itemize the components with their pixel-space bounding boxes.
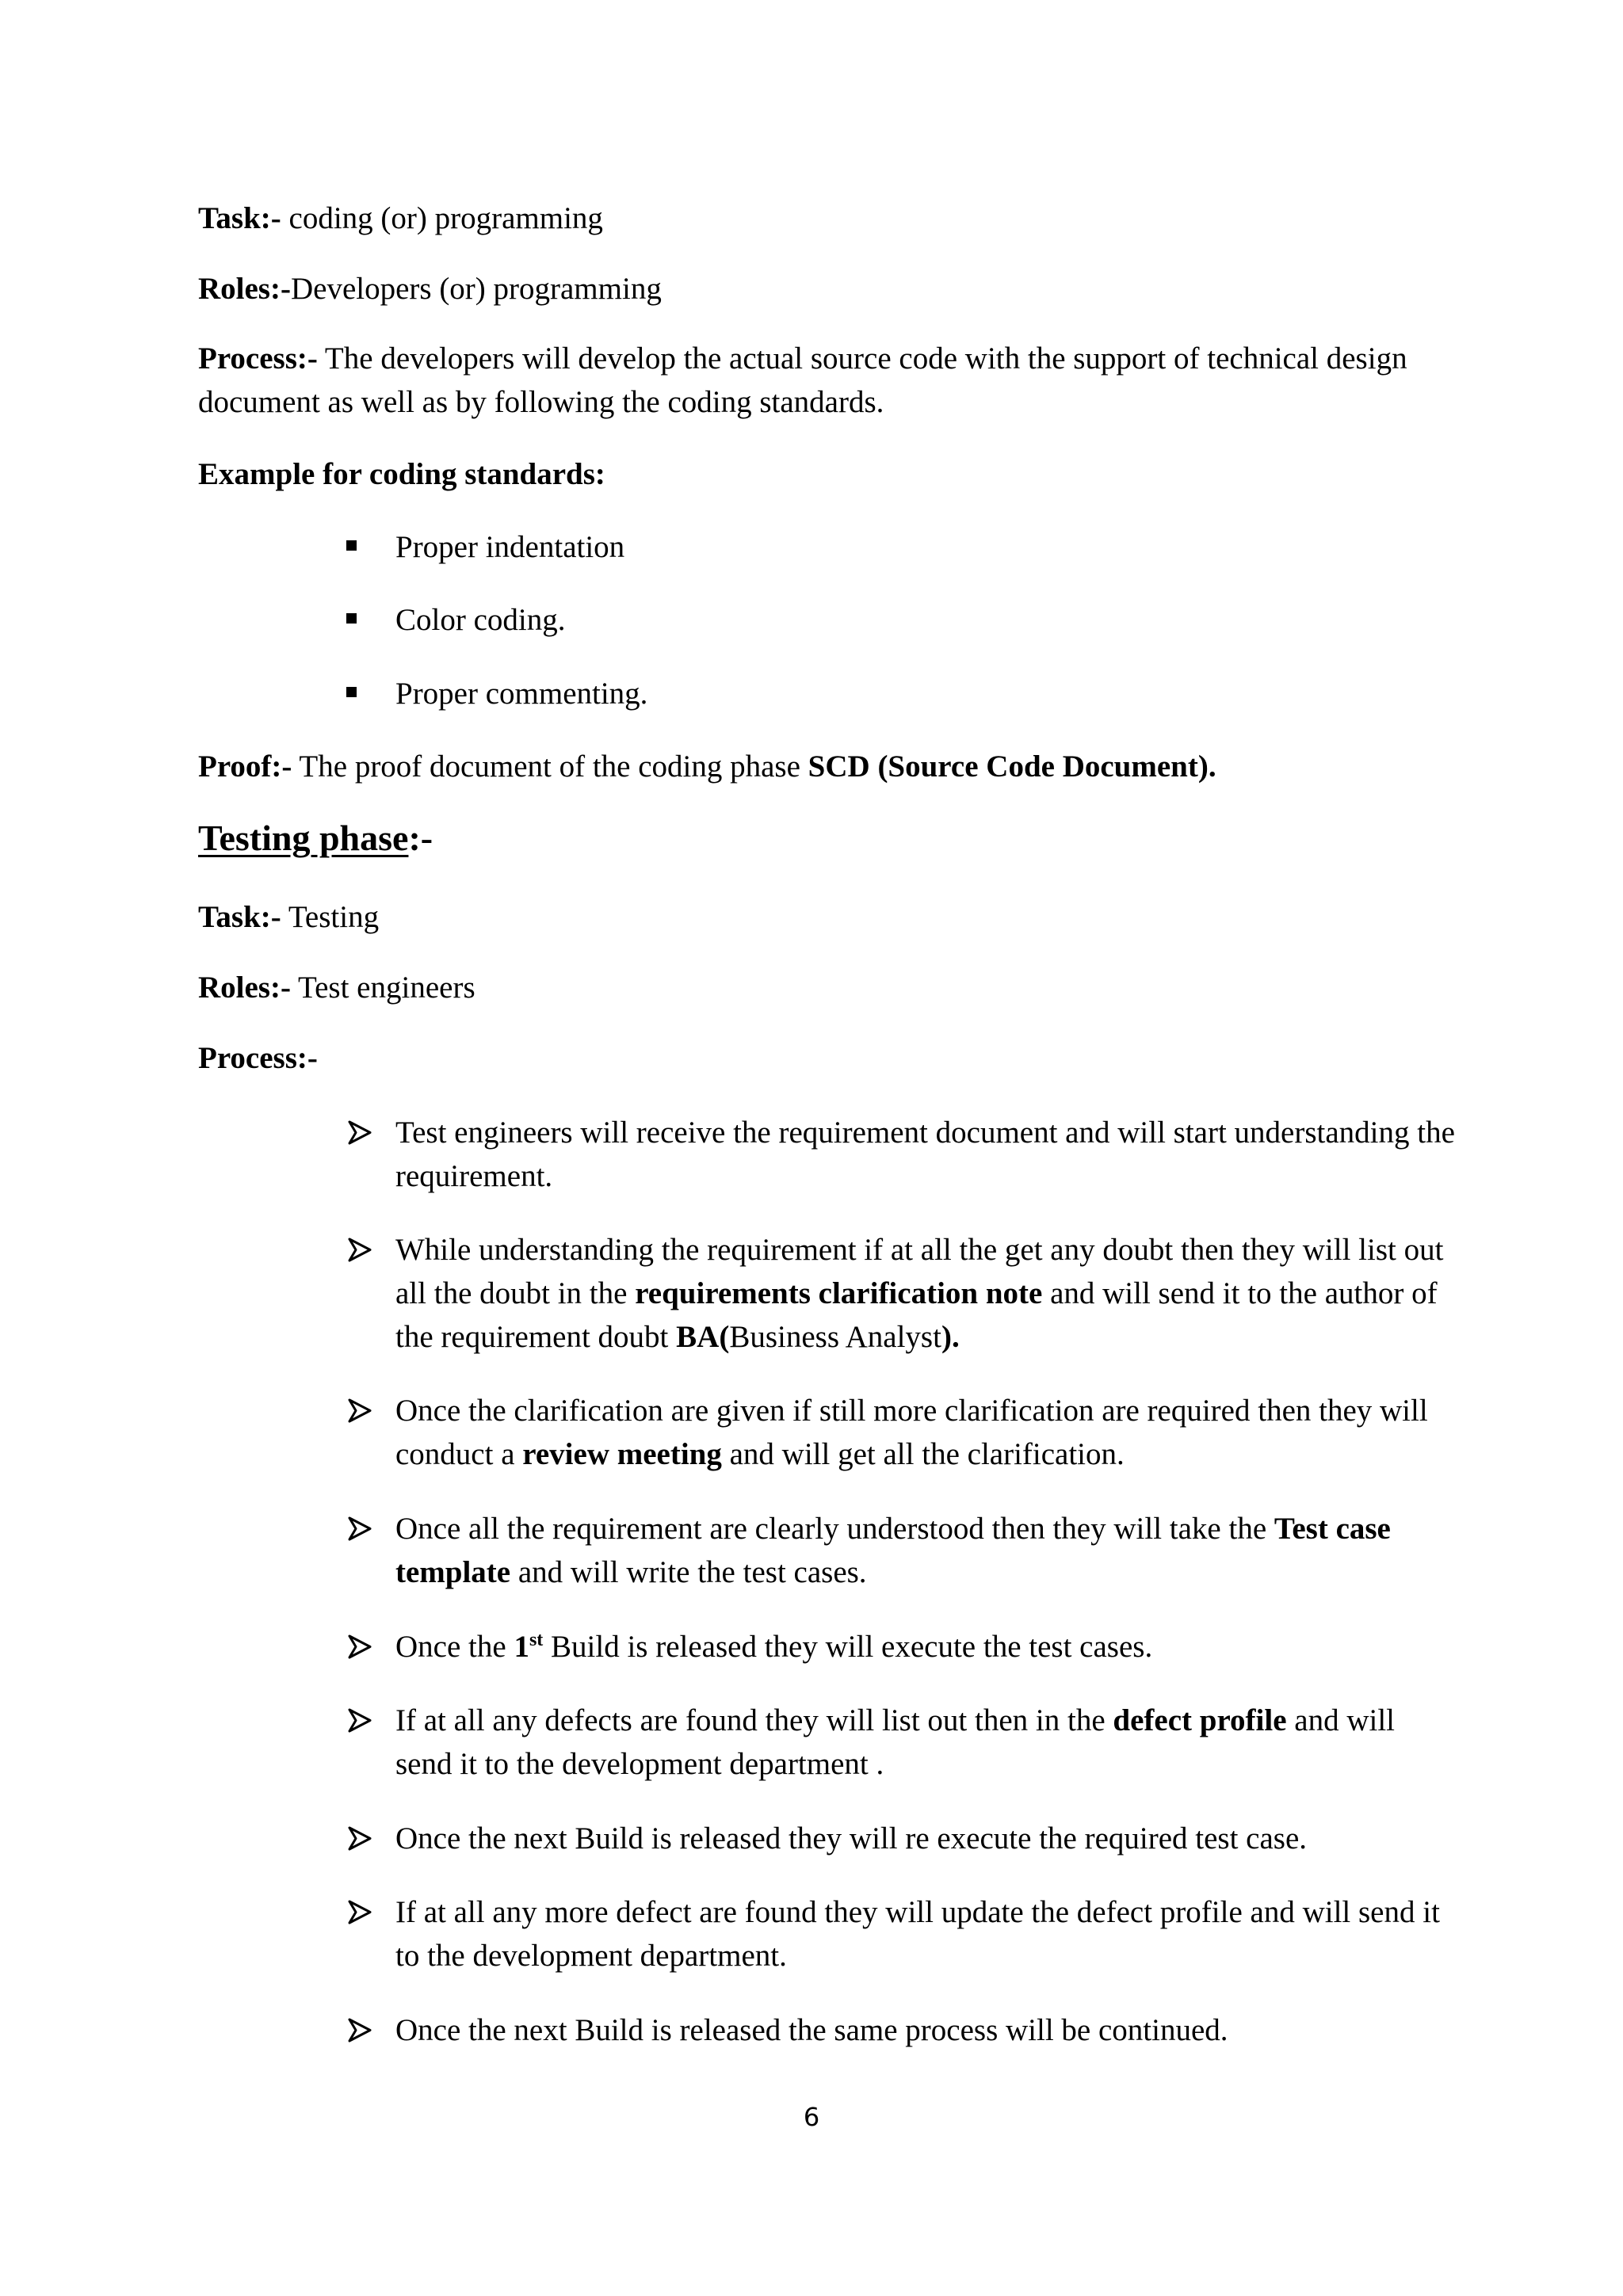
roles-label: Roles:- — [198, 971, 291, 1005]
page-number: 6 — [803, 2102, 820, 2132]
process-paragraph — [198, 337, 1450, 424]
list-item — [346, 1890, 1456, 1978]
task-label: Task:- — [198, 900, 281, 934]
roles-text: Test engineers — [290, 971, 475, 1005]
list-item-text: Color coding. — [395, 603, 566, 637]
list-item-text: Once all the requirement are clearly understood then they will take the Test case template and will write the test cases. — [395, 1512, 1391, 1589]
task-text: Testing — [281, 900, 380, 934]
process-label: Process:- — [198, 341, 318, 376]
list-item — [346, 1389, 1456, 1476]
square-bullet-icon — [346, 613, 357, 624]
proof-document: SCD (Source Code Document). — [808, 749, 1216, 784]
testing-task-line — [198, 895, 1450, 939]
list-item-text: Proper commenting. — [395, 677, 648, 711]
proof-label: Proof:- — [198, 749, 292, 784]
list-item-text: If at all any defects are found they will list out then in the defect profile and will send it to the development department . — [395, 1703, 1395, 1781]
testing-roles-line — [198, 966, 1450, 1009]
roles-label: Roles:- — [198, 272, 291, 306]
square-bullet-icon — [346, 540, 357, 551]
arrow-bullet-icon — [346, 1111, 375, 1154]
arrow-bullet-icon — [346, 1228, 375, 1272]
roles-line — [198, 267, 1450, 311]
list-item — [346, 1111, 1456, 1198]
arrow-bullet-icon — [346, 1699, 375, 1742]
task-label: Task:- — [198, 201, 281, 235]
arrow-bullet-icon — [346, 1389, 375, 1432]
testing-phase-heading: Testing phase:- — [198, 818, 433, 858]
list-item — [346, 2008, 1456, 2052]
list-item — [346, 1507, 1456, 1594]
list-item — [346, 1228, 1456, 1359]
list-item-text: Proper indentation — [395, 530, 625, 564]
task-line — [198, 196, 1450, 240]
square-bullet-icon — [346, 687, 357, 697]
list-item-text: Test engineers will receive the requirement document and will start understanding the requirement. — [395, 1116, 1455, 1193]
list-item-text: Once the next Build is released they will re execute the required test case. — [395, 1821, 1308, 1855]
roles-text: Developers (or) programming — [290, 272, 662, 306]
list-item — [346, 1817, 1456, 1860]
proof-text: The proof document of the coding phase — [292, 749, 808, 784]
proof-line — [198, 745, 1450, 788]
list-item — [346, 1699, 1456, 1786]
task-text: coding (or) programming — [281, 201, 603, 235]
arrow-bullet-icon — [346, 1625, 375, 1669]
standards-heading: Example for coding standards: — [198, 457, 605, 491]
arrow-bullet-icon — [346, 1890, 375, 1934]
testing-process-label: Process:- — [198, 1041, 318, 1075]
list-item-text: Once the next Build is released the same process will be continued. — [395, 2013, 1228, 2047]
list-item — [346, 1625, 1456, 1669]
list-item-text: Once the 1st Build is released they will execute the test cases. — [395, 1630, 1153, 1664]
list-item-text: While understanding the requirement if at all the get any doubt then they will list out all the doubt in the requirements clarification note and will send it to the author of the requirement doubt BA(Business Analyst). — [395, 1233, 1444, 1354]
arrow-bullet-icon — [346, 2008, 375, 2052]
list-item-text: If at all any more defect are found they will update the defect profile and will send it to the development department. — [395, 1895, 1440, 1973]
list-item-text: Once the clarification are given if still more clarification are required then they will conduct a review meeting and will get all the clarification. — [395, 1394, 1428, 1471]
arrow-bullet-icon — [346, 1507, 375, 1550]
process-text: The developers will develop the actual source code with the support of technical design document as well as by following the coding standards. — [198, 341, 1407, 419]
arrow-bullet-icon — [346, 1817, 375, 1860]
